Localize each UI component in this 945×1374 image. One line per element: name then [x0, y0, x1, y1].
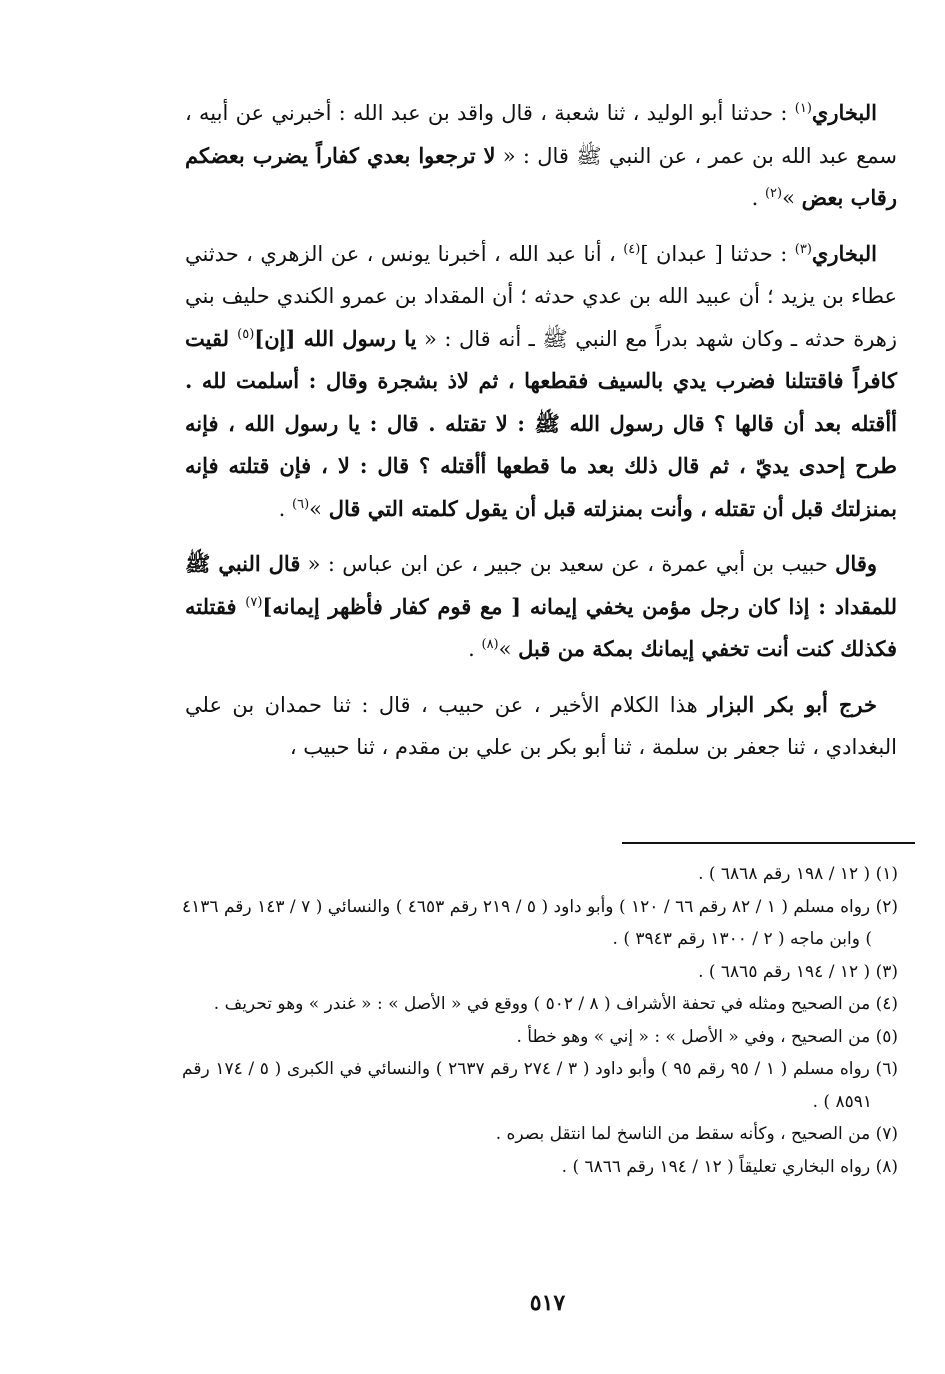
footnote-separator — [622, 842, 915, 844]
footnote: (٦) رواه مسلم ( ١ / ٩٥ رقم ٩٥ ) وأبو داود ( ٣ / ٢٧٤ رقم ٢٦٣٧ ) والنسائي في الكبرى ( ٥ / ١٧٤ رقم ٨٥٩١ ) . — [182, 1059, 898, 1112]
text-run: » — [309, 496, 329, 521]
text-run: . — [278, 496, 293, 521]
footnote-marker: (١) — [794, 101, 812, 116]
paragraph — [185, 543, 897, 671]
bold-text: يا رسول الله [إن] — [254, 325, 417, 351]
bold-text: البخاري — [811, 100, 877, 125]
footnote-marker: (٥) — [237, 326, 255, 342]
bold-text: لقيت كافراً فاقتتلنا فضرب يدي بالسيف فقطعها ، ثم لاذ بشجرة وقال : أسلمت لله . أأقتله بعد أن قالها ؟ قال رسول الله ﷺ : لا تقتله . قال : يا رسول الله ، فإنه طرح إحدى يديّ ، ثم قال ذلك بعد ما قطعها أأقتله ؟ قال : لا ، فإن قتلته فإنه بمنزلتك قبل أن تقتله ، وأنت بمنزلته قبل أن يقول كلمته التي قال — [185, 325, 897, 521]
text-run: حبيب بن أبي عمرة ، عن سعيد بن جبير ، عن ابن عباس : « — [300, 552, 836, 576]
paragraph — [185, 684, 897, 769]
text-run: ، أنا عبد الله ، أخبرنا يونس ، عن الزهري ، حدثني عطاء بن يزيد ؛ أن عبيد الله بن عدي حدثه ؛ أن المقداد بن عمرو الكندي حليف بني زهرة حدثه ـ وكان شهد بدراً مع النبي ﷺ ـ أنه قال : « — [185, 241, 897, 351]
footnote-marker: (٦) — [292, 496, 310, 512]
paragraph — [185, 92, 897, 220]
text-run: : حدثنا [ عبدان ] — [640, 241, 795, 266]
text-run: » — [498, 637, 519, 661]
footnote: (١) ( ١٢ / ١٩٨ رقم ٦٨٦٨ ) . — [698, 864, 898, 884]
footnotes — [182, 858, 898, 1183]
text-run: . — [751, 186, 765, 210]
footnote: (٣) ( ١٢ / ١٩٤ رقم ٦٨٦٥ ) . — [698, 961, 898, 982]
footnote-marker: (٤) — [623, 241, 641, 257]
text-run: » — [782, 186, 802, 210]
footnote: (٨) رواه البخاري تعليقاً ( ١٢ / ١٩٤ رقم ٦٨٦٦ ) . — [561, 1156, 898, 1177]
footnote-marker: (٣) — [794, 241, 812, 257]
page-number: ٥١٧ — [529, 1290, 566, 1316]
text-run: هذا الكلام الأخير ، عن حبيب ، قال : ثنا حمدان بن علي البغدادي ، ثنا جعفر بن سلمة ، ثنا أبو بكر بن علي بن مقدم ، ثنا حبيب ، — [185, 692, 897, 759]
footnote-marker: (٨) — [481, 637, 499, 652]
footnote: (٤) من الصحيح ومثله في تحفة الأشراف ( ٨ / ٥٠٢ ) ووقع في « الأصل » : « غندر » وهو تحريف . — [213, 994, 898, 1014]
footnote: (٧) من الصحيح ، وكأنه سقط من الناسخ لما انتقل بصره . — [495, 1124, 898, 1144]
footnote: (٢) رواه مسلم ( ١ / ٨٢ رقم ٦٦ / ١٢٠ ) وأبو داود ( ٥ / ٢١٩ رقم ٤٦٥٣ ) والنسائي ( ٧ / ١٤٣ رقم ٤١٣٦ ) وابن ماجه ( ٢ / ١٣٠٠ رقم ٣٩٤٣ ) . — [182, 896, 898, 949]
bold-text: لا ترجعوا بعدي كفاراً يضرب بعضكم رقاب بعض — [185, 142, 897, 210]
footnote-marker: (٢) — [764, 186, 783, 201]
text-run: : حدثنا أبو الوليد ، ثنا شعبة ، قال واقد بن عبد الله : أخبرني عن أبيه ، سمع عبد الله بن عمر ، عن النبي ﷺ قال : « — [185, 101, 897, 168]
bold-text: خرج أبو بكر البزار — [708, 691, 877, 717]
bold-text: البخاري — [811, 240, 877, 266]
bold-text: فقتلته فكذلك كنت أنت تخفي إيمانك بمكة من قبل — [185, 593, 897, 661]
footnote-marker: (٧) — [245, 594, 263, 610]
footnote: (٥) من الصحيح ، وفي « الأصل » : « إني » وهو خطأ . — [516, 1026, 898, 1047]
paragraph — [185, 233, 897, 531]
bold-text: قال النبي ﷺ للمقداد : إذا كان رجل مؤمن يخفي إيمانه [ مع قوم كفار فأظهر إيمانه] — [185, 551, 898, 619]
text-run: . — [468, 637, 482, 661]
bold-text: وقال — [835, 551, 877, 576]
main-text — [185, 92, 897, 782]
